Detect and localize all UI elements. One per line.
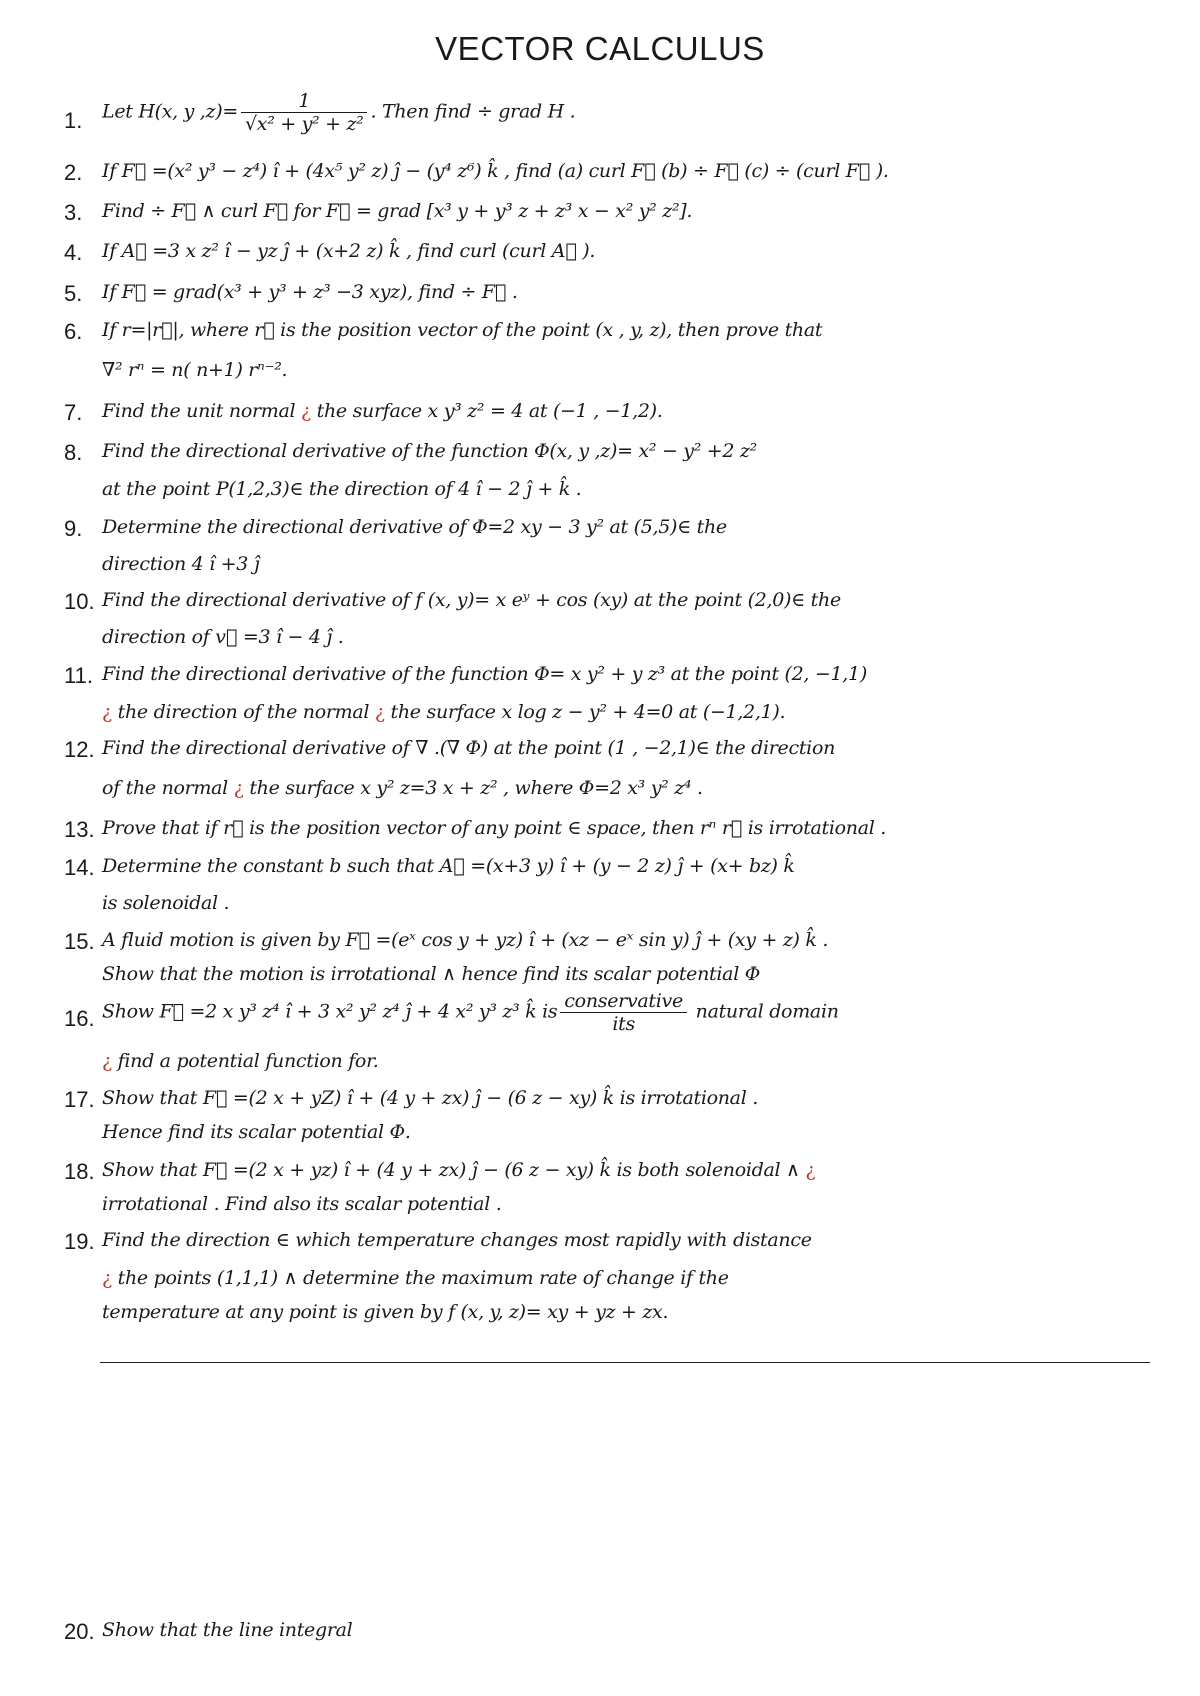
text-part: the surface x y² z=3 x + z² , where Φ=2 x³ y² z⁴ . xyxy=(243,777,703,799)
text-part: the points (1,1,1) ∧ determine the maximum rate of change if the xyxy=(111,1267,729,1289)
question-text-line-1: Find the direction ∈ which temperature changes most rapidly with distance xyxy=(102,1229,812,1251)
question-text: Find ÷ F⃗ ∧ curl F⃗ for F⃗ = grad [x³ y + y³ z + z³ x − x² y² z²]. xyxy=(102,200,693,222)
question-text-line-1: Find the directional derivative of the function Φ(x, y ,z)= x² − y² +2 z² xyxy=(102,440,757,462)
question-text: If F⃗ = grad(x³ + y³ + z³ −3 xyz), find ÷ F⃗ . xyxy=(102,281,518,303)
question-text-line-2 xyxy=(102,1267,729,1289)
fraction-denominator: √x² + y² + z² xyxy=(244,113,364,135)
question-text xyxy=(102,90,575,135)
question-number: 10. xyxy=(64,589,95,614)
question-text-line-1: Find the directional derivative of ∇ .(∇ Φ) at the point (1 , −2,1)∈ the direction xyxy=(102,737,836,759)
text-part: the direction of the normal xyxy=(111,701,375,723)
page-title: VECTOR CALCULUS xyxy=(435,30,765,67)
question-number: 11. xyxy=(64,663,93,688)
question-number: 5. xyxy=(64,281,83,306)
question-text-line-2: is solenoidal . xyxy=(102,892,230,914)
question-text-line-3: temperature at any point is given by f (x, y, z)= xy + yz + zx. xyxy=(102,1301,669,1323)
question-text-line-2 xyxy=(102,777,703,799)
text-part: Show that F⃗ =(2 x + yz) î + (4 y + zx) ĵ − (6 z − xy) k̂ is both solenoidal ∧ xyxy=(102,1159,806,1181)
question-number: 2. xyxy=(64,160,83,185)
question-number: 6. xyxy=(64,319,83,344)
question-text-line-1 xyxy=(102,1159,815,1181)
inverted-question-mark: ¿ xyxy=(301,400,311,422)
question-number: 20. xyxy=(64,1619,95,1644)
question-number: 14. xyxy=(64,855,95,880)
question-text-line-2 xyxy=(102,701,785,723)
question-text: Show that the line integral xyxy=(102,1619,353,1641)
text-part: the surface x log z − y² + 4=0 at (−1,2,1). xyxy=(384,701,786,723)
question-text-line-1: Determine the directional derivative of Φ=2 xy − 3 y² at (5,5)∈ the xyxy=(102,516,727,538)
question-number: 9. xyxy=(64,516,83,541)
question-number: 1. xyxy=(64,108,83,133)
question-text-line-1: Find the directional derivative of the function Φ= x y² + y z³ at the point (2, −1,1) xyxy=(102,663,867,685)
question-number: 12. xyxy=(64,737,95,762)
question-number: 3. xyxy=(64,200,83,225)
question-text: If F⃗ =(x² y³ − z⁴) î + (4x⁵ y² z) ĵ − (y⁴ z⁶) k̂ , find (a) curl F⃗ (b) ÷ F⃗ (c) ÷ (curl F⃗ ). xyxy=(102,160,889,182)
question-text-line-2: Hence find its scalar potential Φ. xyxy=(102,1121,411,1143)
question-number: 17. xyxy=(64,1087,95,1112)
question-text-line-1: Show that F⃗ =(2 x + yZ) î + (4 y + zx) ĵ − (6 z − xy) k̂ is irrotational . xyxy=(102,1087,758,1109)
question-text-line-2: Show that the motion is irrotational ∧ hence find its scalar potential Φ xyxy=(102,963,760,985)
question-text-line-2: direction of v⃗ =3 î − 4 ĵ . xyxy=(102,626,344,648)
text-part: of the normal xyxy=(102,777,234,799)
question-number: 16. xyxy=(64,1006,95,1031)
horizontal-rule xyxy=(100,1362,1150,1363)
question-number: 4. xyxy=(64,240,83,265)
question-text-line-1 xyxy=(102,990,839,1035)
text-part: the surface x y³ z² = 4 at (−1 , −1,2). xyxy=(310,400,663,422)
fraction-numerator: conservative xyxy=(560,990,687,1013)
fraction xyxy=(560,990,687,1035)
fraction-numerator: 1 xyxy=(241,90,368,113)
text-part: Show F⃗ =2 x y³ z⁴ î + 3 x² y² z⁴ ĵ + 4 x² y³ z³ k̂ is xyxy=(102,1000,558,1023)
inverted-question-mark: ¿ xyxy=(805,1159,816,1181)
question-number: 7. xyxy=(64,400,83,425)
question-number: 18. xyxy=(64,1159,95,1184)
question-number: 13. xyxy=(64,817,95,842)
question-text: Prove that if r⃗ is the position vector of any point ∈ space, then rⁿ r⃗ is irrotational . xyxy=(102,817,887,839)
question-number: 8. xyxy=(64,440,83,465)
question-text xyxy=(102,400,662,422)
question-number: 15. xyxy=(64,929,95,954)
text-part: Find the unit normal xyxy=(102,400,301,422)
question-text-line-1: If r=|r⃗|, where r⃗ is the position vector of the point (x , y, z), then prove that xyxy=(102,319,823,341)
inverted-question-mark: ¿ xyxy=(233,777,244,799)
question-text-line-2: direction 4 î +3 ĵ xyxy=(102,553,260,575)
question-text-line-1: Find the directional derivative of f (x, y)= x eʸ + cos (xy) at the point (2,0)∈ the xyxy=(102,589,841,611)
inverted-question-mark: ¿ xyxy=(102,701,112,723)
text-part: natural domain xyxy=(689,1000,839,1023)
question-text-line-2: at the point P(1,2,3)∈ the direction of 4 î − 2 ĵ + k̂ . xyxy=(102,478,582,500)
text-part: . Then find ÷ grad H . xyxy=(370,100,576,123)
text-part: find a potential function for. xyxy=(111,1050,379,1072)
question-text-line-2: irrotational . Find also its scalar potential . xyxy=(102,1193,502,1215)
question-text: If A⃗ =3 x z² î − yz ĵ + (x+2 z) k̂ , find curl (curl A⃗ ). xyxy=(102,240,596,262)
inverted-question-mark: ¿ xyxy=(102,1267,112,1289)
question-text-line-1: Determine the constant b such that A⃗ =(x+3 y) î + (y − 2 z) ĵ + (x+ bz) k̂ xyxy=(102,855,795,877)
fraction xyxy=(241,90,368,135)
inverted-question-mark: ¿ xyxy=(102,1050,112,1072)
question-number: 19. xyxy=(64,1229,95,1254)
text-part: Let H(x, y ,z)= xyxy=(102,100,238,123)
question-text-line-1: A fluid motion is given by F⃗ =(eˣ cos y + yz) î + (xz − eˣ sin y) ĵ + (xy + z) k̂ . xyxy=(102,929,829,951)
inverted-question-mark: ¿ xyxy=(374,701,385,723)
question-text-line-2: ∇² rⁿ = n( n+1) rⁿ⁻². xyxy=(102,359,288,381)
fraction-denominator: its xyxy=(612,1013,635,1035)
question-text-line-2 xyxy=(102,1050,379,1072)
